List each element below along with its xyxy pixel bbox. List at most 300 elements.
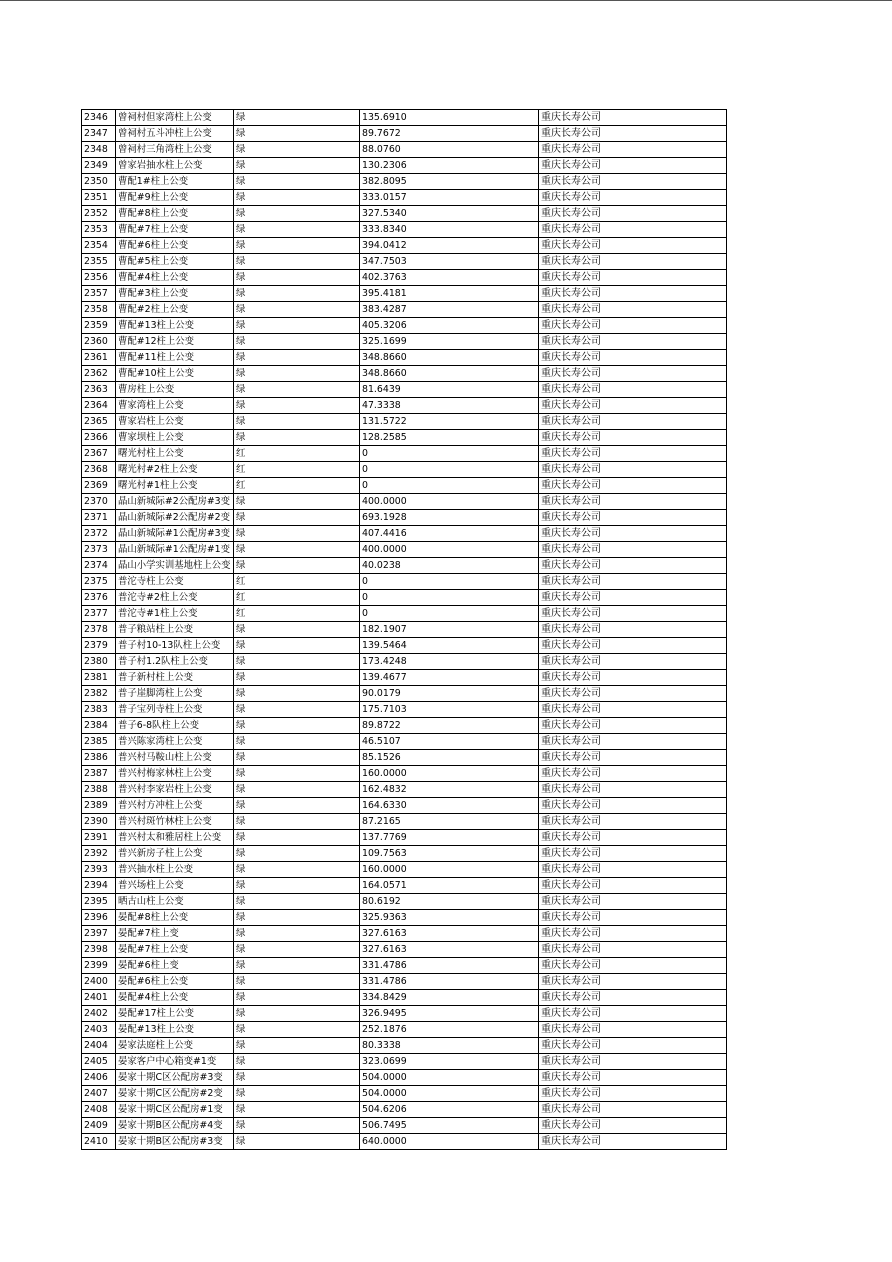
row-number-cell: 2409 [82, 1118, 116, 1134]
value-cell: 0 [360, 590, 539, 606]
transformer-name-cell: 曹配#10柱上公变 [116, 366, 234, 382]
transformer-name-cell: 普兴村方冲柱上公变 [116, 798, 234, 814]
company-cell: 重庆长寿公司 [539, 142, 727, 158]
company-cell: 重庆长寿公司 [539, 1118, 727, 1134]
company-cell: 重庆长寿公司 [539, 430, 727, 446]
table-row [82, 942, 727, 958]
table-row [82, 606, 727, 622]
transformer-name-cell: 普子村1.2队柱上公变 [116, 654, 234, 670]
value-cell: 326.9495 [360, 1006, 539, 1022]
transformer-name-cell: 晏配#6柱上公变 [116, 974, 234, 990]
row-number-cell: 2347 [82, 126, 116, 142]
row-number-cell: 2376 [82, 590, 116, 606]
company-cell: 重庆长寿公司 [539, 894, 727, 910]
value-cell: 394.0412 [360, 238, 539, 254]
status-cell: 绿 [234, 206, 360, 222]
value-cell: 89.7672 [360, 126, 539, 142]
table-row [82, 654, 727, 670]
status-cell: 绿 [234, 1070, 360, 1086]
company-cell: 重庆长寿公司 [539, 1102, 727, 1118]
value-cell: 88.0760 [360, 142, 539, 158]
row-number-cell: 2380 [82, 654, 116, 670]
value-cell: 323.0699 [360, 1054, 539, 1070]
value-cell: 405.3206 [360, 318, 539, 334]
row-number-cell: 2388 [82, 782, 116, 798]
company-cell: 重庆长寿公司 [539, 478, 727, 494]
company-cell: 重庆长寿公司 [539, 670, 727, 686]
value-cell: 333.0157 [360, 190, 539, 206]
value-cell: 395.4181 [360, 286, 539, 302]
company-cell: 重庆长寿公司 [539, 910, 727, 926]
value-cell: 504.0000 [360, 1086, 539, 1102]
status-cell: 绿 [234, 1102, 360, 1118]
company-cell: 重庆长寿公司 [539, 734, 727, 750]
row-number-cell: 2405 [82, 1054, 116, 1070]
company-cell: 重庆长寿公司 [539, 798, 727, 814]
status-cell: 绿 [234, 558, 360, 574]
row-number-cell: 2352 [82, 206, 116, 222]
status-cell: 绿 [234, 830, 360, 846]
table-row [82, 126, 727, 142]
table-row [82, 734, 727, 750]
company-cell: 重庆长寿公司 [539, 830, 727, 846]
transformer-name-cell: 曹配#12柱上公变 [116, 334, 234, 350]
transformer-name-cell: 晏家法庭柱上公变 [116, 1038, 234, 1054]
status-cell: 绿 [234, 190, 360, 206]
table-row [82, 174, 727, 190]
row-number-cell: 2354 [82, 238, 116, 254]
value-cell: 0 [360, 446, 539, 462]
transformer-name-cell: 晏配#17柱上公变 [116, 1006, 234, 1022]
table-row [82, 638, 727, 654]
company-cell: 重庆长寿公司 [539, 750, 727, 766]
value-cell: 506.7495 [360, 1118, 539, 1134]
value-cell: 164.0571 [360, 878, 539, 894]
table-row [82, 190, 727, 206]
table-row [82, 878, 727, 894]
table-row [82, 1022, 727, 1038]
company-cell: 重庆长寿公司 [539, 414, 727, 430]
row-number-cell: 2399 [82, 958, 116, 974]
row-number-cell: 2358 [82, 302, 116, 318]
value-cell: 164.6330 [360, 798, 539, 814]
row-number-cell: 2382 [82, 686, 116, 702]
table-row [82, 1102, 727, 1118]
value-cell: 139.5464 [360, 638, 539, 654]
table-row [82, 494, 727, 510]
status-cell: 绿 [234, 542, 360, 558]
transformer-name-cell: 曹配1#柱上公变 [116, 174, 234, 190]
row-number-cell: 2356 [82, 270, 116, 286]
company-cell: 重庆长寿公司 [539, 526, 727, 542]
status-cell: 绿 [234, 414, 360, 430]
table-row [82, 702, 727, 718]
status-cell: 绿 [234, 318, 360, 334]
table-row [82, 958, 727, 974]
value-cell: 85.1526 [360, 750, 539, 766]
table-row [82, 334, 727, 350]
value-cell: 327.5340 [360, 206, 539, 222]
company-cell: 重庆长寿公司 [539, 990, 727, 1006]
table-row [82, 350, 727, 366]
table-row [82, 526, 727, 542]
value-cell: 252.1876 [360, 1022, 539, 1038]
transformer-name-cell: 晶山新城际#2公配房#3变 [116, 494, 234, 510]
transformer-name-cell: 普兴村马鞍山柱上公变 [116, 750, 234, 766]
transformer-name-cell: 曹配#8柱上公变 [116, 206, 234, 222]
table-row [82, 862, 727, 878]
row-number-cell: 2392 [82, 846, 116, 862]
page-top-border [0, 0, 892, 1]
company-cell: 重庆长寿公司 [539, 222, 727, 238]
company-cell: 重庆长寿公司 [539, 286, 727, 302]
table-row [82, 830, 727, 846]
table-row [82, 798, 727, 814]
value-cell: 333.8340 [360, 222, 539, 238]
row-number-cell: 2366 [82, 430, 116, 446]
table-row [82, 750, 727, 766]
row-number-cell: 2363 [82, 382, 116, 398]
transformer-name-cell: 普子粮站柱上公变 [116, 622, 234, 638]
value-cell: 504.0000 [360, 1070, 539, 1086]
company-cell: 重庆长寿公司 [539, 814, 727, 830]
value-cell: 334.8429 [360, 990, 539, 1006]
row-number-cell: 2400 [82, 974, 116, 990]
table-row [82, 590, 727, 606]
value-cell: 0 [360, 606, 539, 622]
transformer-name-cell: 普兴村李家岩柱上公变 [116, 782, 234, 798]
table-row [82, 142, 727, 158]
table-row [82, 814, 727, 830]
status-cell: 红 [234, 446, 360, 462]
row-number-cell: 2402 [82, 1006, 116, 1022]
transformer-name-cell: 普子6-8队柱上公变 [116, 718, 234, 734]
status-cell: 绿 [234, 702, 360, 718]
table-row [82, 366, 727, 382]
transformer-table [81, 109, 727, 1150]
transformer-name-cell: 曾家岩抽水柱上公变 [116, 158, 234, 174]
value-cell: 640.0000 [360, 1134, 539, 1150]
table-row [82, 686, 727, 702]
transformer-name-cell: 曾祠村三角湾柱上公变 [116, 142, 234, 158]
table-row [82, 718, 727, 734]
status-cell: 绿 [234, 334, 360, 350]
value-cell: 46.5107 [360, 734, 539, 750]
row-number-cell: 2370 [82, 494, 116, 510]
row-number-cell: 2410 [82, 1134, 116, 1150]
row-number-cell: 2357 [82, 286, 116, 302]
table-row [82, 238, 727, 254]
row-number-cell: 2353 [82, 222, 116, 238]
value-cell: 331.4786 [360, 974, 539, 990]
status-cell: 绿 [234, 958, 360, 974]
company-cell: 重庆长寿公司 [539, 462, 727, 478]
table-row [82, 542, 727, 558]
value-cell: 89.8722 [360, 718, 539, 734]
company-cell: 重庆长寿公司 [539, 1054, 727, 1070]
transformer-name-cell: 晏配#13柱上公变 [116, 1022, 234, 1038]
table-row [82, 318, 727, 334]
transformer-name-cell: 曹配#11柱上公变 [116, 350, 234, 366]
company-cell: 重庆长寿公司 [539, 958, 727, 974]
value-cell: 80.6192 [360, 894, 539, 910]
value-cell: 40.0238 [360, 558, 539, 574]
table-row [82, 254, 727, 270]
row-number-cell: 2377 [82, 606, 116, 622]
company-cell: 重庆长寿公司 [539, 302, 727, 318]
transformer-name-cell: 曹家湾柱上公变 [116, 398, 234, 414]
transformer-name-cell: 曹家岩柱上公变 [116, 414, 234, 430]
company-cell: 重庆长寿公司 [539, 606, 727, 622]
value-cell: 348.8660 [360, 366, 539, 382]
value-cell: 331.4786 [360, 958, 539, 974]
table-row [82, 510, 727, 526]
value-cell: 128.2585 [360, 430, 539, 446]
status-cell: 绿 [234, 350, 360, 366]
status-cell: 红 [234, 462, 360, 478]
row-number-cell: 2355 [82, 254, 116, 270]
row-number-cell: 2372 [82, 526, 116, 542]
table-row [82, 782, 727, 798]
company-cell: 重庆长寿公司 [539, 1006, 727, 1022]
value-cell: 109.7563 [360, 846, 539, 862]
company-cell: 重庆长寿公司 [539, 318, 727, 334]
status-cell: 绿 [234, 1006, 360, 1022]
row-number-cell: 2397 [82, 926, 116, 942]
transformer-name-cell: 曹家坝柱上公变 [116, 430, 234, 446]
company-cell: 重庆长寿公司 [539, 158, 727, 174]
company-cell: 重庆长寿公司 [539, 942, 727, 958]
row-number-cell: 2396 [82, 910, 116, 926]
transformer-name-cell: 普沱寺#1柱上公变 [116, 606, 234, 622]
company-cell: 重庆长寿公司 [539, 238, 727, 254]
row-number-cell: 2408 [82, 1102, 116, 1118]
transformer-name-cell: 普子宝列寺柱上公变 [116, 702, 234, 718]
transformer-name-cell: 晏家十期B区公配房#4变 [116, 1118, 234, 1134]
value-cell: 131.5722 [360, 414, 539, 430]
company-cell: 重庆长寿公司 [539, 1022, 727, 1038]
value-cell: 182.1907 [360, 622, 539, 638]
row-number-cell: 2390 [82, 814, 116, 830]
table-row [82, 398, 727, 414]
row-number-cell: 2374 [82, 558, 116, 574]
transformer-name-cell: 晶山新城际#1公配房#3变 [116, 526, 234, 542]
row-number-cell: 2383 [82, 702, 116, 718]
value-cell: 139.4677 [360, 670, 539, 686]
status-cell: 绿 [234, 750, 360, 766]
table-row [82, 270, 727, 286]
status-cell: 绿 [234, 846, 360, 862]
table-row [82, 222, 727, 238]
transformer-name-cell: 普兴陈家湾柱上公变 [116, 734, 234, 750]
status-cell: 绿 [234, 926, 360, 942]
row-number-cell: 2394 [82, 878, 116, 894]
transformer-name-cell: 曹配#7柱上公变 [116, 222, 234, 238]
transformer-name-cell: 普子新村柱上公变 [116, 670, 234, 686]
row-number-cell: 2384 [82, 718, 116, 734]
row-number-cell: 2398 [82, 942, 116, 958]
row-number-cell: 2359 [82, 318, 116, 334]
transformer-name-cell: 晒古山柱上公变 [116, 894, 234, 910]
row-number-cell: 2407 [82, 1086, 116, 1102]
status-cell: 绿 [234, 862, 360, 878]
table-row [82, 1118, 727, 1134]
table-row [82, 974, 727, 990]
status-cell: 绿 [234, 1038, 360, 1054]
value-cell: 693.1928 [360, 510, 539, 526]
row-number-cell: 2350 [82, 174, 116, 190]
row-number-cell: 2375 [82, 574, 116, 590]
value-cell: 81.6439 [360, 382, 539, 398]
company-cell: 重庆长寿公司 [539, 398, 727, 414]
table-row [82, 1006, 727, 1022]
value-cell: 175.7103 [360, 702, 539, 718]
status-cell: 绿 [234, 894, 360, 910]
status-cell: 绿 [234, 302, 360, 318]
transformer-name-cell: 晏配#6柱上变 [116, 958, 234, 974]
transformer-name-cell: 晶山新城际#2公配房#2变 [116, 510, 234, 526]
company-cell: 重庆长寿公司 [539, 110, 727, 126]
company-cell: 重庆长寿公司 [539, 366, 727, 382]
row-number-cell: 2378 [82, 622, 116, 638]
status-cell: 绿 [234, 510, 360, 526]
company-cell: 重庆长寿公司 [539, 126, 727, 142]
table-row [82, 462, 727, 478]
row-number-cell: 2362 [82, 366, 116, 382]
transformer-name-cell: 曹配#6柱上公变 [116, 238, 234, 254]
company-cell: 重庆长寿公司 [539, 494, 727, 510]
transformer-name-cell: 曹配#5柱上公变 [116, 254, 234, 270]
table-row [82, 302, 727, 318]
value-cell: 504.6206 [360, 1102, 539, 1118]
table-row [82, 206, 727, 222]
company-cell: 重庆长寿公司 [539, 622, 727, 638]
status-cell: 绿 [234, 494, 360, 510]
table-row [82, 1134, 727, 1150]
company-cell: 重庆长寿公司 [539, 654, 727, 670]
value-cell: 327.6163 [360, 926, 539, 942]
value-cell: 0 [360, 574, 539, 590]
company-cell: 重庆长寿公司 [539, 382, 727, 398]
company-cell: 重庆长寿公司 [539, 590, 727, 606]
transformer-name-cell: 普沱寺#2柱上公变 [116, 590, 234, 606]
value-cell: 135.6910 [360, 110, 539, 126]
value-cell: 160.0000 [360, 862, 539, 878]
table-row [82, 558, 727, 574]
transformer-name-cell: 晏配#8柱上公变 [116, 910, 234, 926]
value-cell: 327.6163 [360, 942, 539, 958]
table-row [82, 1070, 727, 1086]
value-cell: 80.3338 [360, 1038, 539, 1054]
row-number-cell: 2361 [82, 350, 116, 366]
status-cell: 红 [234, 606, 360, 622]
table-row [82, 670, 727, 686]
value-cell: 47.3338 [360, 398, 539, 414]
transformer-name-cell: 晏配#7柱上变 [116, 926, 234, 942]
company-cell: 重庆长寿公司 [539, 862, 727, 878]
status-cell: 绿 [234, 526, 360, 542]
value-cell: 137.7769 [360, 830, 539, 846]
company-cell: 重庆长寿公司 [539, 878, 727, 894]
transformer-name-cell: 曹配#3柱上公变 [116, 286, 234, 302]
row-number-cell: 2360 [82, 334, 116, 350]
company-cell: 重庆长寿公司 [539, 1038, 727, 1054]
row-number-cell: 2373 [82, 542, 116, 558]
status-cell: 绿 [234, 382, 360, 398]
row-number-cell: 2367 [82, 446, 116, 462]
table-row [82, 382, 727, 398]
status-cell: 绿 [234, 974, 360, 990]
company-cell: 重庆长寿公司 [539, 702, 727, 718]
value-cell: 162.4832 [360, 782, 539, 798]
company-cell: 重庆长寿公司 [539, 686, 727, 702]
value-cell: 402.3763 [360, 270, 539, 286]
status-cell: 绿 [234, 366, 360, 382]
row-number-cell: 2365 [82, 414, 116, 430]
transformer-name-cell: 普沱寺柱上公变 [116, 574, 234, 590]
table-row [82, 766, 727, 782]
transformer-name-cell: 曹配#13柱上公变 [116, 318, 234, 334]
status-cell: 绿 [234, 110, 360, 126]
company-cell: 重庆长寿公司 [539, 206, 727, 222]
table-row [82, 1086, 727, 1102]
status-cell: 绿 [234, 910, 360, 926]
value-cell: 348.8660 [360, 350, 539, 366]
status-cell: 绿 [234, 654, 360, 670]
status-cell: 绿 [234, 238, 360, 254]
table-row [82, 894, 727, 910]
status-cell: 红 [234, 478, 360, 494]
company-cell: 重庆长寿公司 [539, 558, 727, 574]
transformer-name-cell: 晶山小学实训基地柱上公变 [116, 558, 234, 574]
status-cell: 绿 [234, 638, 360, 654]
value-cell: 90.0179 [360, 686, 539, 702]
row-number-cell: 2403 [82, 1022, 116, 1038]
company-cell: 重庆长寿公司 [539, 1086, 727, 1102]
transformer-name-cell: 晏家客户中心箱变#1变 [116, 1054, 234, 1070]
transformer-name-cell: 曹配#4柱上公变 [116, 270, 234, 286]
table-row [82, 910, 727, 926]
company-cell: 重庆长寿公司 [539, 1070, 727, 1086]
row-number-cell: 2401 [82, 990, 116, 1006]
transformer-name-cell: 曹配#2柱上公变 [116, 302, 234, 318]
row-number-cell: 2395 [82, 894, 116, 910]
value-cell: 347.7503 [360, 254, 539, 270]
transformer-name-cell: 曙光村#1柱上公变 [116, 478, 234, 494]
transformer-name-cell: 晏家十期B区公配房#3变 [116, 1134, 234, 1150]
status-cell: 绿 [234, 782, 360, 798]
status-cell: 绿 [234, 798, 360, 814]
status-cell: 绿 [234, 622, 360, 638]
row-number-cell: 2406 [82, 1070, 116, 1086]
row-number-cell: 2404 [82, 1038, 116, 1054]
transformer-name-cell: 曹配#9柱上公变 [116, 190, 234, 206]
row-number-cell: 2351 [82, 190, 116, 206]
company-cell: 重庆长寿公司 [539, 350, 727, 366]
row-number-cell: 2368 [82, 462, 116, 478]
transformer-name-cell: 普兴村梅家林柱上公变 [116, 766, 234, 782]
status-cell: 红 [234, 574, 360, 590]
company-cell: 重庆长寿公司 [539, 766, 727, 782]
status-cell: 绿 [234, 1118, 360, 1134]
table-row [82, 430, 727, 446]
table-row [82, 286, 727, 302]
table-row [82, 926, 727, 942]
value-cell: 173.4248 [360, 654, 539, 670]
company-cell: 重庆长寿公司 [539, 638, 727, 654]
company-cell: 重庆长寿公司 [539, 574, 727, 590]
status-cell: 绿 [234, 814, 360, 830]
